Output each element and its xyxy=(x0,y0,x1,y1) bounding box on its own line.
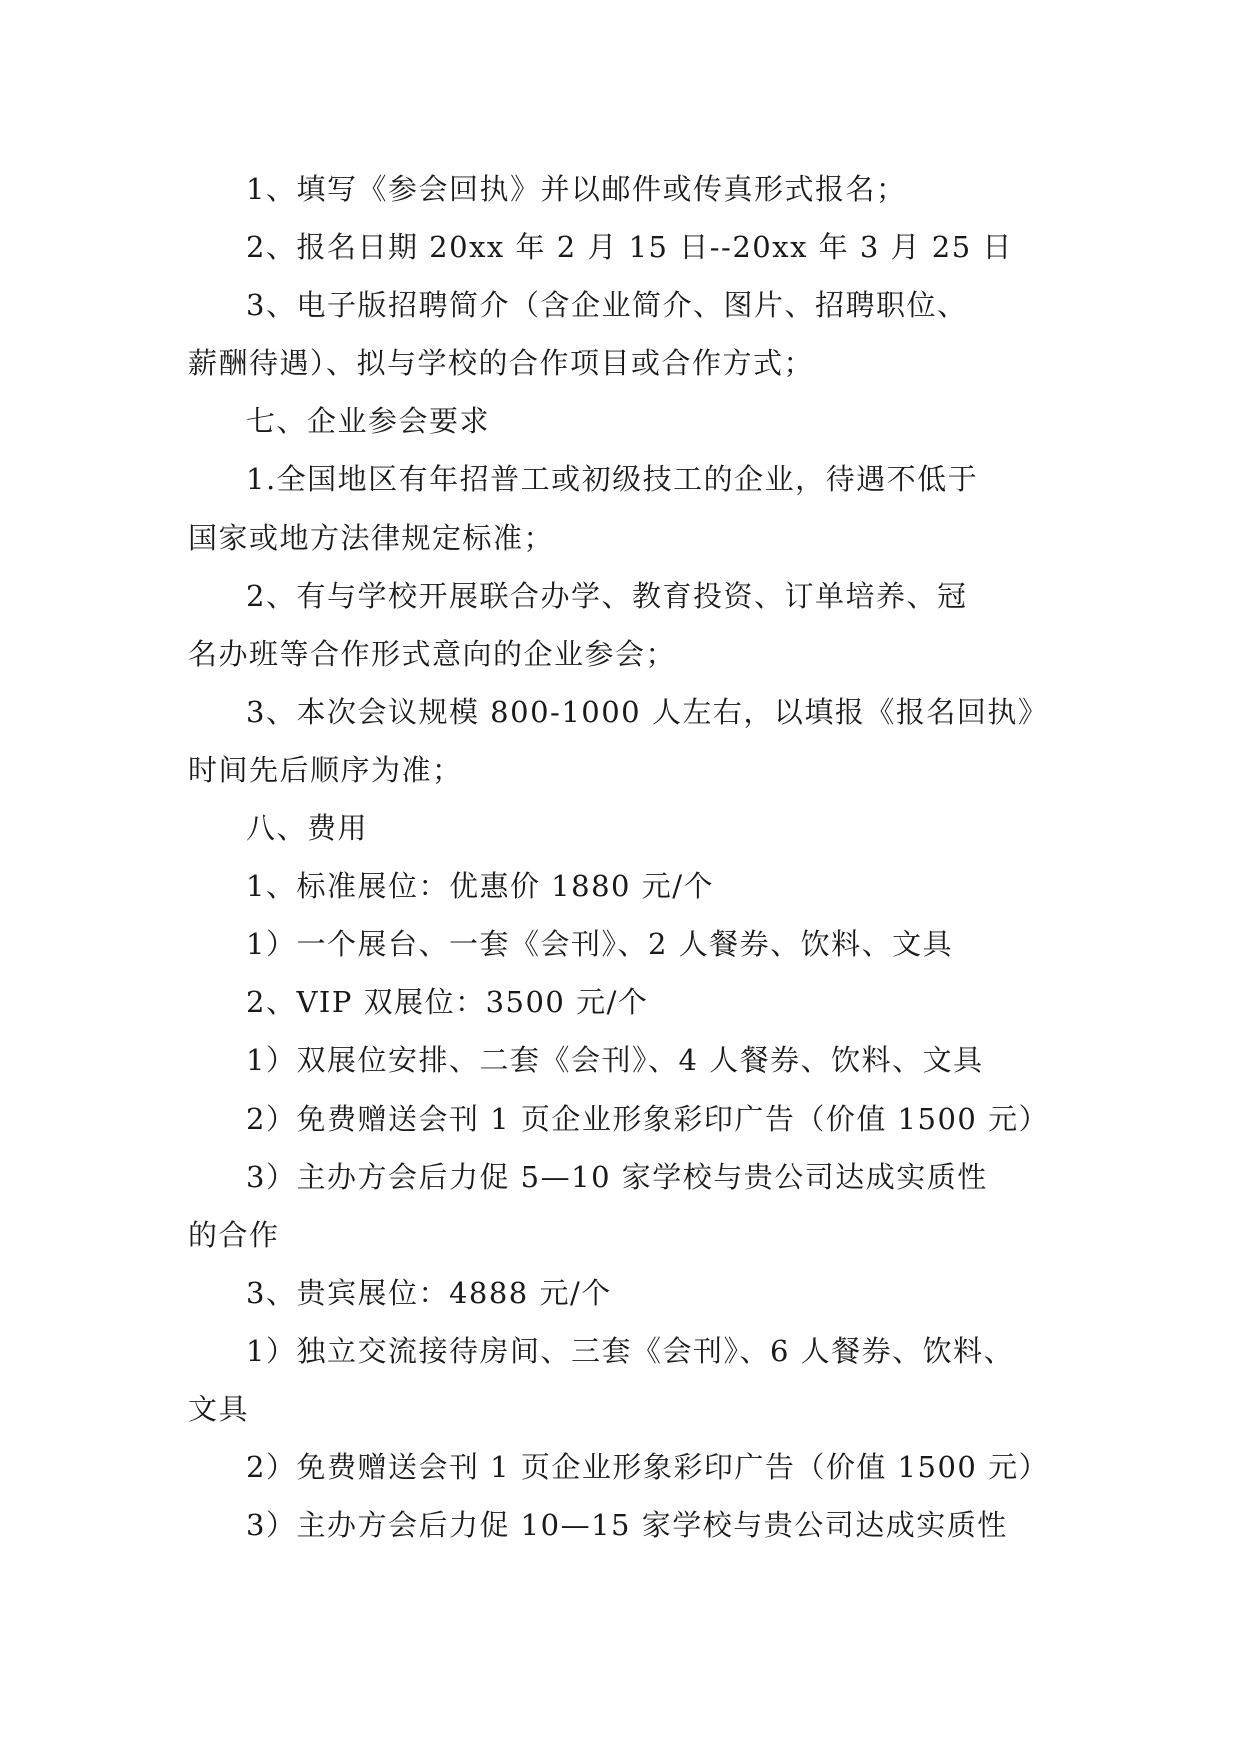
document-body xyxy=(188,160,1054,1554)
text-line: 3、贵宾展位：4888 元/个 xyxy=(246,1275,612,1310)
text-line: 名办班等合作形式意向的企业参会； xyxy=(188,636,677,671)
text-line: 3、本次会议规模 800-1000 人左右，以填报《报名回执》 xyxy=(246,694,1049,729)
text-line: 文具 xyxy=(188,1391,250,1426)
text-line: 薪酬待遇）、拟与学校的合作项目或合作方式； xyxy=(188,346,815,381)
text-line: 3）主办方会后力促 10—15 家学校与贵公司达成实质性 xyxy=(246,1508,1008,1543)
text-line: 2）免费赠送会刊 1 页企业形象彩印广告（价值 1500 元） xyxy=(246,1101,1050,1136)
text-line: 1.全国地区有年招普工或初级技工的企业，待遇不低于 xyxy=(246,462,979,497)
section-heading: 八、费用 xyxy=(246,811,369,846)
text-line: 1、填写《参会回执》并以邮件或传真形式报名； xyxy=(246,172,907,206)
text-line: 2）免费赠送会刊 1 页企业形象彩印广告（价值 1500 元） xyxy=(246,1450,1050,1485)
text-line: 1）双展位安排、二套《会刊》、4 人餐券、饮料、文具 xyxy=(246,1043,984,1078)
section-heading: 七、企业参会要求 xyxy=(246,404,491,439)
text-line: 2、有与学校开展联合办学、教育投资、订单培养、冠 xyxy=(246,578,968,613)
text-line: 时间先后顺序为准； xyxy=(188,752,463,787)
text-line: 1）独立交流接待房间、三套《会刊》、6 人餐券、饮料、 xyxy=(246,1333,1015,1368)
text-line: 2、报名日期 20xx 年 2 月 15 日--20xx 年 3 月 25 日 xyxy=(246,230,1013,265)
text-line: 的合作 xyxy=(188,1217,280,1252)
text-line: 2、VIP 双展位：3500 元/个 xyxy=(246,985,649,1020)
text-line: 1）一个展台、一套《会刊》、2 人餐券、饮料、文具 xyxy=(246,927,954,962)
text-line: 1、标准展位：优惠价 1880 元/个 xyxy=(246,869,714,904)
text-line: 3）主办方会后力促 5—10 家学校与贵公司达成实质性 xyxy=(246,1159,988,1194)
text-line: 3、电子版招聘简介（含企业简介、图片、招聘职位、 xyxy=(246,288,968,323)
text-line: 国家或地方法律规定标准； xyxy=(188,520,555,555)
